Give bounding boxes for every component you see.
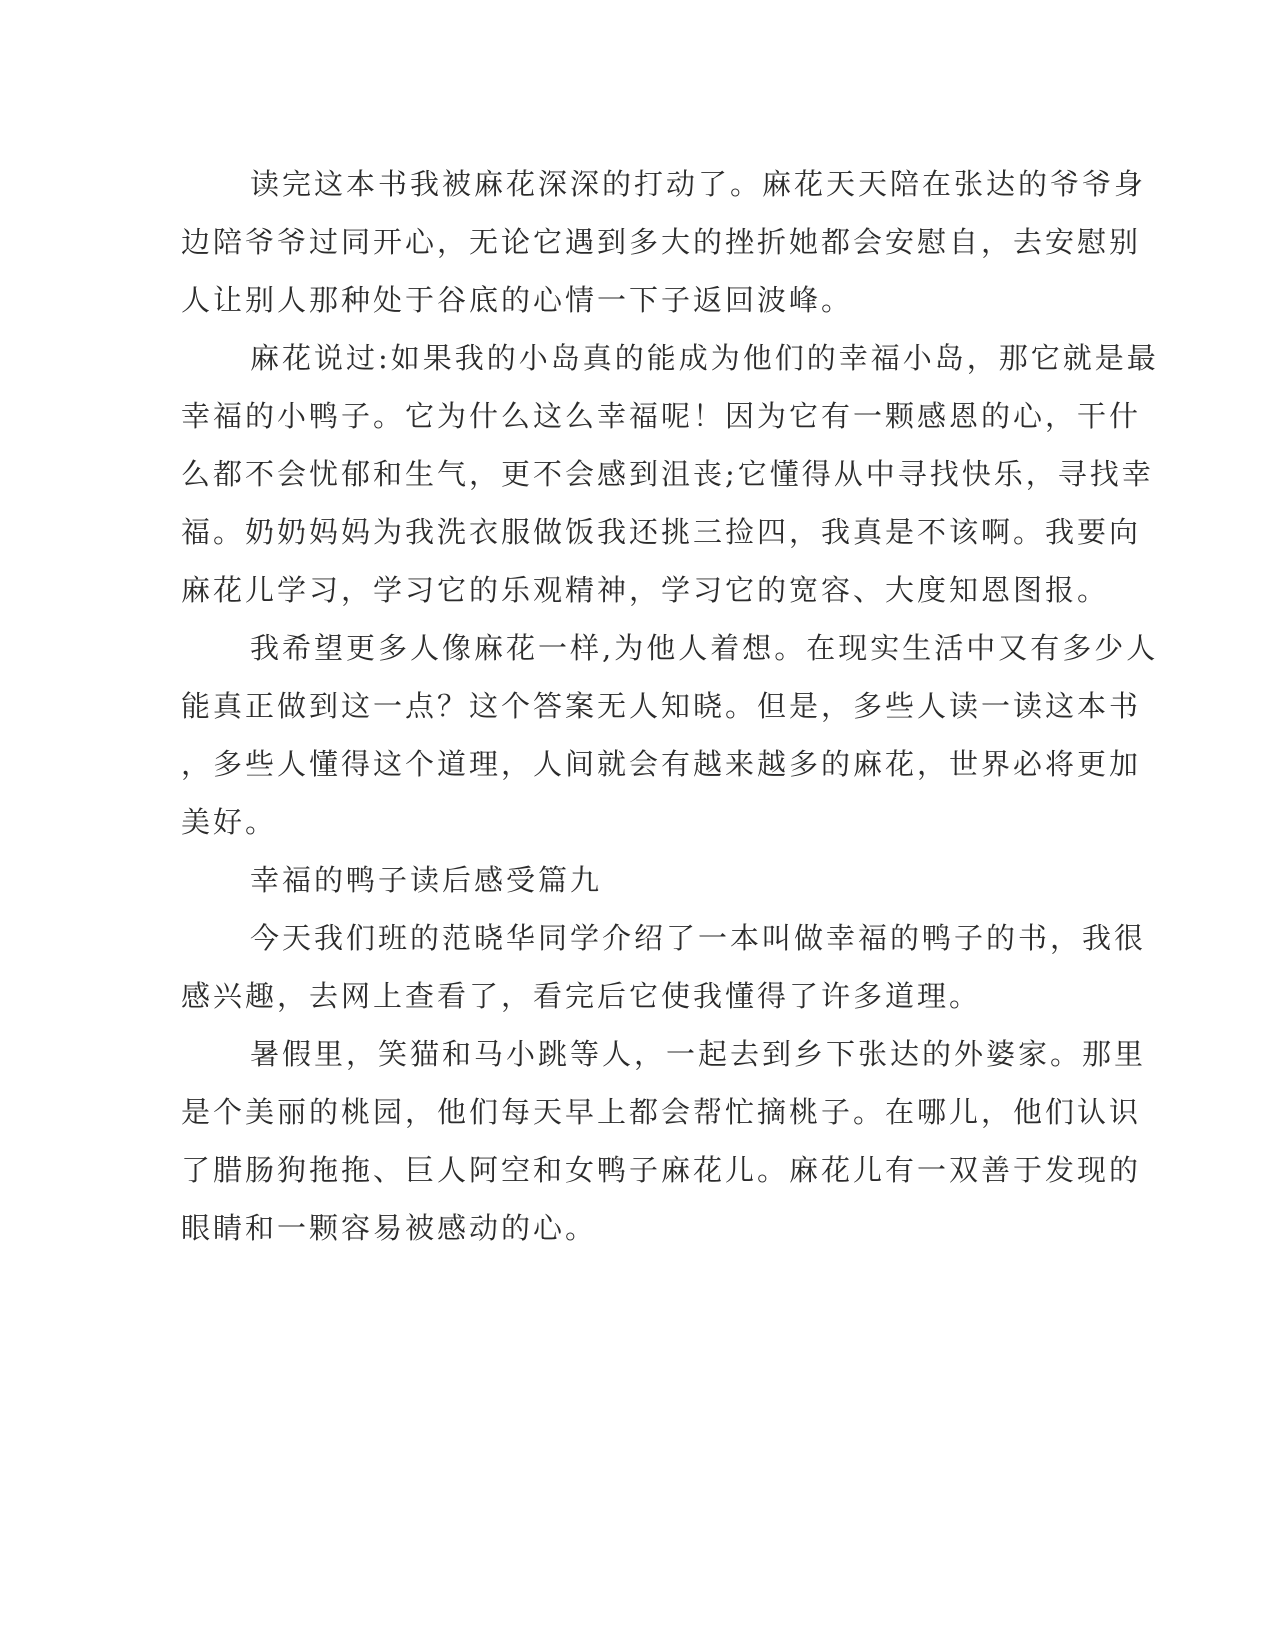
text-line: 么都不会忧郁和生气，更不会感到沮丧;它懂得从中寻找快乐，寻找幸 xyxy=(181,457,1154,491)
text-line: 眼睛和一颗容易被感动的心。 xyxy=(181,1211,598,1245)
text-line: 能真正做到这一点？这个答案无人知晓。但是，多些人读一读这本书 xyxy=(181,689,1142,723)
text-line: 今天我们班的范晓华同学介绍了一本叫做幸福的鸭子的书，我很 xyxy=(250,921,1147,955)
text-line: 边陪爷爷过同开心，无论它遇到多大的挫折她都会安慰自，去安慰别 xyxy=(181,225,1142,259)
text-line: 麻花说过:如果我的小岛真的能成为他们的幸福小岛，那它就是最 xyxy=(250,341,1159,375)
text-line: 人让别人那种处于谷底的心情一下子返回波峰。 xyxy=(181,283,854,317)
text-line: 幸福的小鸭子。它为什么这么幸福呢！因为它有一颗感恩的心，干什 xyxy=(181,399,1142,433)
text-line: 了腊肠狗拖拖、巨人阿空和女鸭子麻花儿。麻花儿有一双善于发现的 xyxy=(181,1153,1142,1187)
text-line: 麻花儿学习，学习它的乐观精神，学习它的宽容、大度知恩图报。 xyxy=(181,573,1110,607)
text-line: 感兴趣，去网上查看了，看完后它使我懂得了许多道理。 xyxy=(181,979,982,1013)
text-line: 福。奶奶妈妈为我洗衣服做饭我还挑三捡四，我真是不该啊。我要向 xyxy=(181,515,1142,549)
text-line: 是个美丽的桃园，他们每天早上都会帮忙摘桃子。在哪儿，他们认识 xyxy=(181,1095,1142,1129)
text-line: 我希望更多人像麻花一样,为他人着想。在现实生活中又有多少人 xyxy=(250,631,1159,665)
text-line: 美好。 xyxy=(181,805,278,839)
section-heading: 幸福的鸭子读后感受篇九 xyxy=(250,863,603,897)
text-line: 读完这本书我被麻花深深的打动了。麻花天天陪在张达的爷爷身 xyxy=(250,167,1147,201)
text-line: 暑假里，笑猫和马小跳等人，一起去到乡下张达的外婆家。那里 xyxy=(250,1037,1147,1071)
text-line: ，多些人懂得这个道理，人间就会有越来越多的麻花，世界必将更加 xyxy=(181,747,1142,781)
